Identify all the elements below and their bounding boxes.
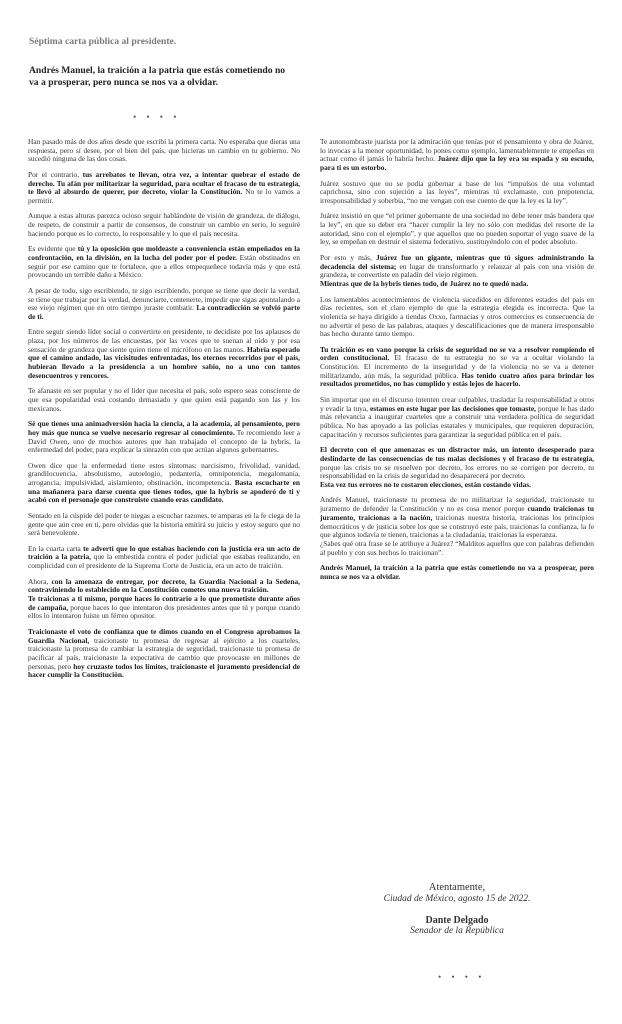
bold-text: Te traicionas a ti mismo, porque haces lo contrario a lo que prometiste durante años de campaña, xyxy=(28,594,300,612)
text: porque haces lo que intentaron dos presidentes antes que tú y porque cuando ellos lo intentaron fuiste un férreo opositor. xyxy=(28,602,300,621)
signer-title: Senador de la República xyxy=(410,926,504,936)
paragraph xyxy=(320,346,594,389)
paragraph xyxy=(28,545,300,571)
bold-text: Juárez fue un gigante, mientras que tú sigues administrando la decadencia del sistema; xyxy=(320,252,594,271)
paragraph xyxy=(320,446,594,489)
bold-text: tus arrebatos te llevan, otra vez, a intentar quebrar el estado de derecho. Tu afán por militarizar la seguridad, para ocultar el fracaso de tu estrategia, te llevó al absurdo de querer, por decreto, violar la Constitución. xyxy=(28,169,300,197)
paragraph xyxy=(320,212,594,247)
paragraph xyxy=(320,180,594,206)
bold-text: Sé que tienes una animadversión hacia la ciencia, a la academia, al pensamiento, pero hoy más que nunca se vuelve necesario regresar al conocimiento. xyxy=(28,419,300,437)
bold-text: La contradicción se volvió parte de ti. xyxy=(28,303,301,321)
paragraph xyxy=(28,462,300,505)
bold-text: El decreto con el que amenazas es un distractor más, un intento desesperado para deslindarte de las consecuencias de tus malas decisiones y el fracaso de tu estrategia, xyxy=(320,445,594,463)
text: Los lamentables acontecimientos de violencia sucedidos en diferentes estados del país en días recientes, son el claro ejemplo de que la estrategia elegida es incorrecta. Que la violencia se haya dirigido a tiendas Oxxo, farmacias y otros comercios es consecuencia de no advertir el peso de las palabras, ataques y descalificaciones que de manera irresponsable has hecho durante tanto tiempo. xyxy=(320,294,594,339)
bold-text: Has tenido cuatro años para brindar los resultados prometidos, no has cumplido y estás lejos de hacerlo. xyxy=(320,370,594,389)
text: traicionas nuestra historia, traicionas los principios democráticos y de justicia sobre los que se construyó este país, traicionas la confianza, la fe que algunos todavía te tienen, traicionas a la ciudadanía, traicionas la esperanza. xyxy=(320,512,594,540)
text: en lugar de transformarlo y relanzar al país con una visión de grandeza, te convertiste en paladín del viejo régimen. xyxy=(320,261,594,280)
paragraph xyxy=(28,212,300,238)
separator-top: • • • • xyxy=(133,112,181,122)
text: El fracaso de tu estrategia no se va a ocultar violando la Constitución. El incremento de la inseguridad y de la violencia no se va a detener militarizando, aún más, la seguridad pública. xyxy=(320,353,594,380)
bold-text: Juárez dijo que la ley era su espada y su escudo, para ti es un estorbo. xyxy=(320,154,594,173)
signature-block xyxy=(320,882,594,936)
paragraph xyxy=(320,396,594,439)
text: Por esto y más, xyxy=(320,252,376,262)
text: porque le has dado más relevancia a inaugurar cuarteles que a construir una verdadera política de seguridad pública. No has apoyado a las policías estatales y municipales, que requieren depuración, capacitación y recursos suficientes para garantizar la seguridad pública en el país. xyxy=(320,403,595,439)
text: En la cuarta carta xyxy=(28,543,84,553)
text: que la embestida contra el poder judicial que estabas realizando, en complicidad con el presidente de la Suprema Corte de Justicia, era un acto de traición. xyxy=(28,552,301,571)
text: porque las crisis no se resuelven por decreto, los errores no se corrigen por decreto, tu responsabilidad en la crisis de seguridad no desaparecerá por decreto. xyxy=(320,462,594,481)
text: Te recomiendo leer a David Owen, uno de muchos autores que han trabajado el concepto de la hybris, la enfermedad del poder, para explicar la sinrazón con que actúan algunos gobernantes. xyxy=(28,427,300,455)
bold-text: con la amenaza de entregar, por decreto, la Guardia Nacional a la Sedena, contraviniendo lo establecido en la Constitución cometes una nueva traición. xyxy=(28,576,300,595)
bold-text: Basta escucharte en una mañanera para darse cuenta que tienes todos, que la hybris se apoderó de ti y acabó con el personaje que construiste cuando eras candidato. xyxy=(28,478,300,505)
paragraph xyxy=(28,138,300,164)
paragraph xyxy=(320,496,594,557)
paragraph xyxy=(28,628,300,680)
paragraph xyxy=(28,387,300,413)
text: Por el contrario, xyxy=(28,169,83,179)
separator-bottom: • • • • xyxy=(438,972,486,982)
text: Han pasado más de dos años desde que escribí la primera carta. No esperaba que dieras una respuesta, pero sí desee, por el bien del país, que hicieras un cambio en tu gobierno. No sucedió ninguna de las dos cosas. xyxy=(28,137,300,164)
paragraph xyxy=(28,578,300,621)
text: Aunque a estas alturas parezca ocioso seguir hablándote de visión de grandeza, de diálogo, de respeto, de construir a partir de consensos, de construir un cambio en serio, lo seguiré haciendo porque es lo correcto, lo responsable y lo que el país necesita. xyxy=(28,211,300,238)
paragraph xyxy=(28,420,300,455)
paragraph xyxy=(320,254,594,289)
bold-text: Andrés Manuel, la traición a la patria que estás cometiendo no va a prosperar, pero nunca se nos va a olvidar. xyxy=(320,563,594,581)
paragraph xyxy=(28,171,300,206)
text: No te lo vamos a permitir. xyxy=(28,187,300,205)
paragraph xyxy=(320,296,594,339)
text: Owen dice que la enfermedad tiene estos síntomas: narcisismo, frivolidad, vanidad, grandilocuencia, absolutismo, autoelogio, pedantería, omnipotencia, megalomanía, arrogancia, impulsividad, aislamiento, obstinación, incompetencia. xyxy=(28,460,300,488)
bold-text: Tu traición es en vano porque la crisis de seguridad no se va a resolver rompiendo el orden constitucional. xyxy=(320,344,594,363)
text: Están obstinados en seguir por ese camino que te fortalece, que a ellos empequeñece todavía más y que está provocando un terrible daño a México. xyxy=(28,252,300,280)
text: A pesar de todo, sigo escribiendo, te sigo escribiendo, porque se tiene que decir la verdad, se tiene que trabajar por la verdad, denunciarte, contenerte, impedir que sigas apuntalando a ese viejo régimen que en otro tiempo juraste combatir. xyxy=(28,285,300,313)
right-column xyxy=(320,138,594,588)
text: Te autonombraste juarista por la admiración que tenías por el pensamiento y obra de Juárez, lo invocas a la menor oportunidad, lo pones como ejemplo, lamentablemente te empeñas en actuar como él jamás lo habría hecho. xyxy=(320,137,594,164)
lead-statement: Andrés Manuel, la traición a la patria que estás cometiendo no va a prosperar, pero nunca se nos va a olvidar. xyxy=(29,65,286,89)
text: Andrés Manuel, traicionaste tu promesa de no militarizar la seguridad, traicionaste tu juramento de defender la Constitución y no es cosa menor porque xyxy=(320,495,594,514)
bold-text: cuando traicionas tu juramento, traicionas a la nación, xyxy=(320,504,594,522)
bold-text: estamos en este lugar por las decisiones que tomaste, xyxy=(369,403,537,413)
closing-salutation: Atentamente, xyxy=(428,882,486,893)
paragraph xyxy=(28,287,300,322)
bold-text: hoy cruzaste todos los límites, traicionaste el juramento presidencial de hacer cumplir la Constitución. xyxy=(28,661,300,680)
left-column xyxy=(28,138,300,687)
paragraph xyxy=(320,564,594,581)
paragraph xyxy=(28,512,300,538)
text: Sin importar que en el discurso intenten crear culpables, trasladar la responsabilidad a otros y evadir la tuya, xyxy=(320,394,594,413)
text: ¿Sabes qué otra frase se le atribuye a Juárez? “Malditos aquellos que con palabras defienden al pueblo y con sus hechos lo traicionan”. xyxy=(320,538,594,557)
text: Ahora, xyxy=(28,576,52,586)
bold-text: te advertí que lo que estabas haciendo con la justicia era un acto de traición a la patria, xyxy=(28,543,301,562)
bold-text: tú y la oposición que moldeaste a conveniencia están empeñados en la confrontación, en la división, en la lucha del poder por el poder. xyxy=(28,244,300,262)
bold-text: Traicionaste el voto de confianza que te dimos cuando en el Congreso aprobamos la Guardia Nacional, xyxy=(28,626,300,645)
text: Te afanaste en ser popular y no el líder que necesita el país, solo espero seas consciente de que esa popularidad está costando demasiado y que quien está pagando son las y los mexicanos. xyxy=(28,386,300,413)
text: Es evidente que xyxy=(28,244,78,254)
text: Sentado en la cúspide del poder te niegas a escuchar razones, te amparas en la fe ciega de la gente que aún cree en ti, pero olvidas que la historia emitirá su juicio y estoy seguro que no será benevolente. xyxy=(28,510,300,538)
paragraph xyxy=(28,245,300,280)
paragraph xyxy=(320,138,594,173)
letter-series-heading: Séptima carta pública al presidente. xyxy=(29,36,177,47)
bold-text: Mientras que de la hybris tienes todo, de Juárez no te quedó nada. xyxy=(320,279,529,289)
paragraph xyxy=(28,328,300,380)
text: traicionaste tu promesa de regresar al ejército a los cuarteles, traicionaste la promesa de cambiar la estrategia de seguridad, traicionaste tu promesa de pacificar al país, traicionaste la expectativa de cambio que provocaste en millones de personas, pero xyxy=(28,635,300,671)
text: Juárez insistió en que “el primer gobernante de una sociedad no debe tener más bandera que la ley”, en que su deber era “hacer cumplir la ley no sólo con medidas del resorte de la autoridad, sino con el ejemplo”, y que aquellos que no pueden soportar el yugo suave de la ley, se empeñan en destruir el sistema federativo, sustituyéndolo con el poder absoluto. xyxy=(320,211,594,247)
place-date: Ciudad de México, agosto 15 de 2022. xyxy=(383,894,531,904)
signer-name: Dante Delgado xyxy=(425,915,489,926)
text: Juárez sostuvo que no se podía gobernar a base de los “impulsos de una voluntad caprichosa, sino con sujeción a las leyes”, mientras tú exclamaste, con prepotencia, irresponsabilidad y soberbia, “no me vengan con ese cuento de que la ley es la ley”. xyxy=(320,178,594,205)
bold-text: Habría esperado que el camino andado, las vicisitudes enfrentadas, los eternos recorridos por el país, hubieran llevado a la presidencia a un hombre sabio, no a uno con tantos desencuentros y rencores. xyxy=(28,344,300,380)
text: Entre seguir siendo líder social o convertirte en presidente, te decidiste por los aplausos de plaza, por los números de las encuestas, por las voces que te suenan al oído y por esa sensación de grandeza que siente quien tiene el micrófono en las manos. xyxy=(28,327,300,354)
bold-text: Esta vez tus errores no te costaron elecciones, están costando vidas. xyxy=(320,479,532,489)
